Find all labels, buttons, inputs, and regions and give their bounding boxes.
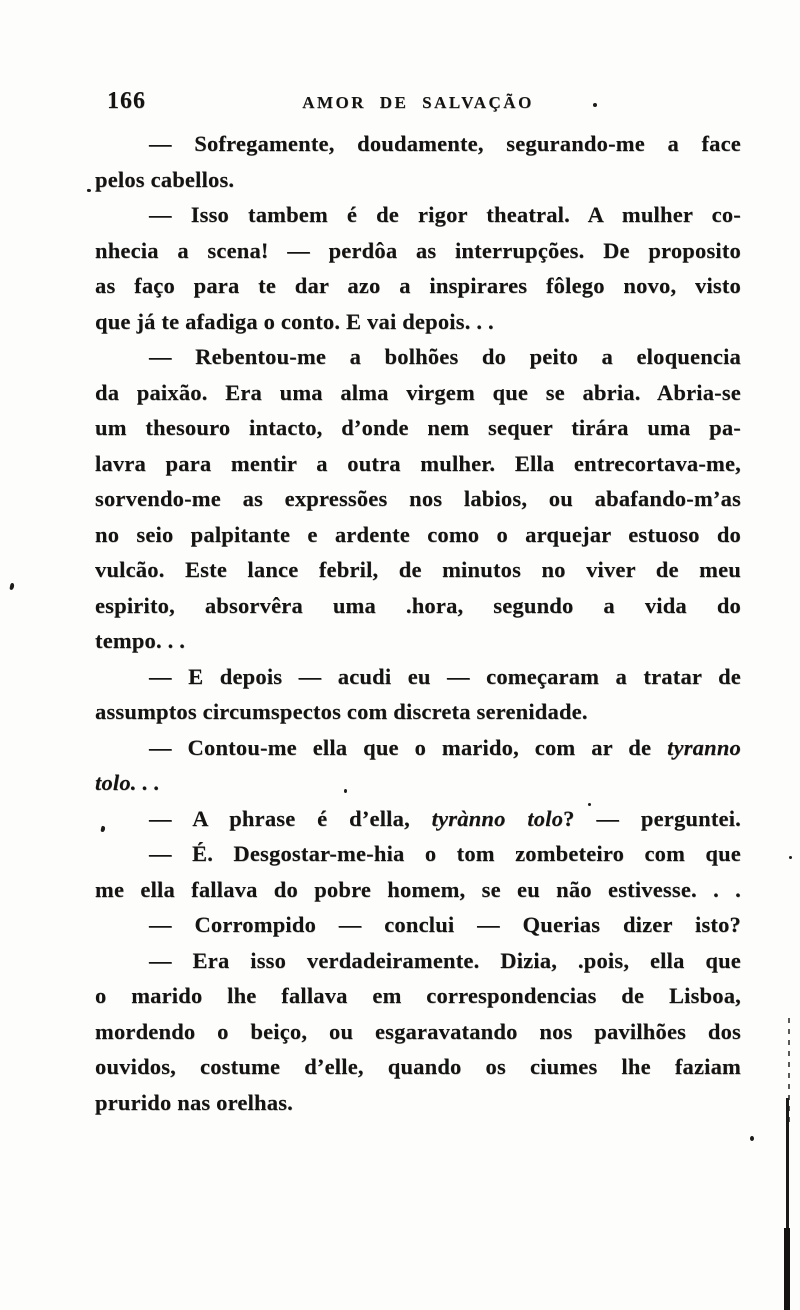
text-line bbox=[95, 517, 741, 553]
text-segment: ? — perguntei. bbox=[563, 805, 741, 831]
text-line bbox=[95, 1014, 741, 1050]
text-line bbox=[95, 197, 741, 233]
text-line bbox=[95, 375, 741, 411]
text-segment: mordendo o beiço, ou esgaravatando nos pavilhões dos bbox=[95, 1018, 741, 1044]
text-segment: ouvidos, costume d’elle, quando os ciumes lhe faziam bbox=[95, 1054, 741, 1079]
text-line bbox=[95, 623, 741, 659]
text-segment: o marido lhe fallava em correspondencias de Lisboa, bbox=[95, 983, 741, 1008]
text-segment: — Corrompido — conclui — Querias dizer isto? bbox=[149, 912, 741, 937]
text-segment: prurido nas orelhas. bbox=[95, 1089, 293, 1115]
text-segment: espirito, absorvêra uma .hora, segundo a vida do bbox=[95, 592, 741, 618]
scan-edge-shadow bbox=[784, 1228, 790, 1310]
text-line bbox=[95, 446, 741, 482]
text-segment: tolo. . . bbox=[95, 770, 160, 795]
text-segment: — Rebentou-me a bolhões do peito a eloquencia bbox=[149, 344, 741, 369]
text-segment: — Contou-me ella que o marido, com ar de bbox=[149, 734, 668, 760]
scan-speck bbox=[789, 856, 792, 859]
text-segment: sorvendo-me as expressões nos labios, ou abafando-m’as bbox=[95, 486, 741, 511]
scan-speck bbox=[588, 803, 591, 806]
text-line bbox=[95, 1085, 741, 1121]
text-segment: — E depois — acudi eu — começaram a tratar de bbox=[149, 663, 741, 689]
text-segment: tyrànno tolo bbox=[431, 805, 564, 831]
page-body bbox=[95, 126, 741, 1120]
scan-speck bbox=[87, 189, 92, 193]
text-segment: que já te afadiga o conto. E vai depois. . . bbox=[95, 308, 494, 334]
text-line bbox=[95, 233, 741, 269]
text-line bbox=[95, 1049, 741, 1085]
text-segment: pelos cabellos. bbox=[95, 166, 235, 192]
text-segment: no seio palpitante e ardente como o arquejar estuoso do bbox=[95, 521, 741, 547]
text-segment: — Sofregamente, doudamente, segurando-me a face bbox=[149, 131, 741, 156]
text-segment: — A phrase é d’ella, bbox=[149, 805, 432, 831]
scan-speck bbox=[9, 583, 14, 591]
text-line bbox=[95, 410, 741, 446]
text-line bbox=[95, 765, 741, 801]
text-line bbox=[95, 162, 741, 198]
running-title: AMOR DE SALVAÇÃO bbox=[302, 93, 534, 112]
text-segment: — Era isso verdadeiramente. Dizia, .pois, ella que bbox=[149, 947, 741, 973]
text-line bbox=[95, 268, 741, 304]
text-line bbox=[95, 907, 741, 943]
text-segment: da paixão. Era uma alma virgem que se abria. Abria-se bbox=[95, 379, 741, 405]
text-segment: me ella fallava do pobre homem, se eu não estivesse. . . bbox=[95, 876, 741, 902]
scan-speck bbox=[344, 789, 347, 793]
page-header bbox=[95, 88, 741, 120]
text-line bbox=[95, 694, 741, 730]
text-line bbox=[95, 304, 741, 340]
scan-speck bbox=[593, 103, 597, 107]
text-line bbox=[95, 552, 741, 588]
text-segment: nhecia a scena! — perdôa as interrupções. De proposito bbox=[95, 237, 741, 263]
text-line bbox=[95, 588, 741, 624]
scan-edge-shadow bbox=[786, 1098, 789, 1233]
text-line bbox=[95, 481, 741, 517]
text-segment: lavra para mentir a outra mulher. Ella entrecortava-me, bbox=[95, 450, 741, 476]
page-number: 166 bbox=[107, 88, 146, 114]
text-line bbox=[95, 730, 741, 766]
text-line bbox=[95, 126, 741, 162]
text-line bbox=[95, 659, 741, 695]
text-segment: as faço para te dar azo a inspirares fôlego novo, visto bbox=[95, 273, 741, 298]
text-segment: tempo. . . bbox=[95, 628, 186, 653]
text-segment: vulcão. Este lance febril, de minutos no viver de meu bbox=[95, 557, 741, 582]
text-segment: assumptos circumspectos com discreta serenidade. bbox=[95, 699, 588, 724]
text-segment: — Isso tambem é de rigor theatral. A mulher co- bbox=[149, 202, 741, 227]
text-line bbox=[95, 943, 741, 979]
text-line bbox=[95, 801, 741, 837]
text-line bbox=[95, 339, 741, 375]
text-line bbox=[95, 872, 741, 908]
text-line bbox=[95, 978, 741, 1014]
scan-speck bbox=[750, 1136, 754, 1141]
text-line bbox=[95, 836, 741, 872]
text-segment: um thesouro intacto, d’onde nem sequer tirára uma pa- bbox=[95, 415, 741, 440]
text-segment: tyranno bbox=[667, 734, 741, 760]
text-segment: — É. Desgostar-me-hia o tom zombeteiro com que bbox=[149, 841, 741, 866]
